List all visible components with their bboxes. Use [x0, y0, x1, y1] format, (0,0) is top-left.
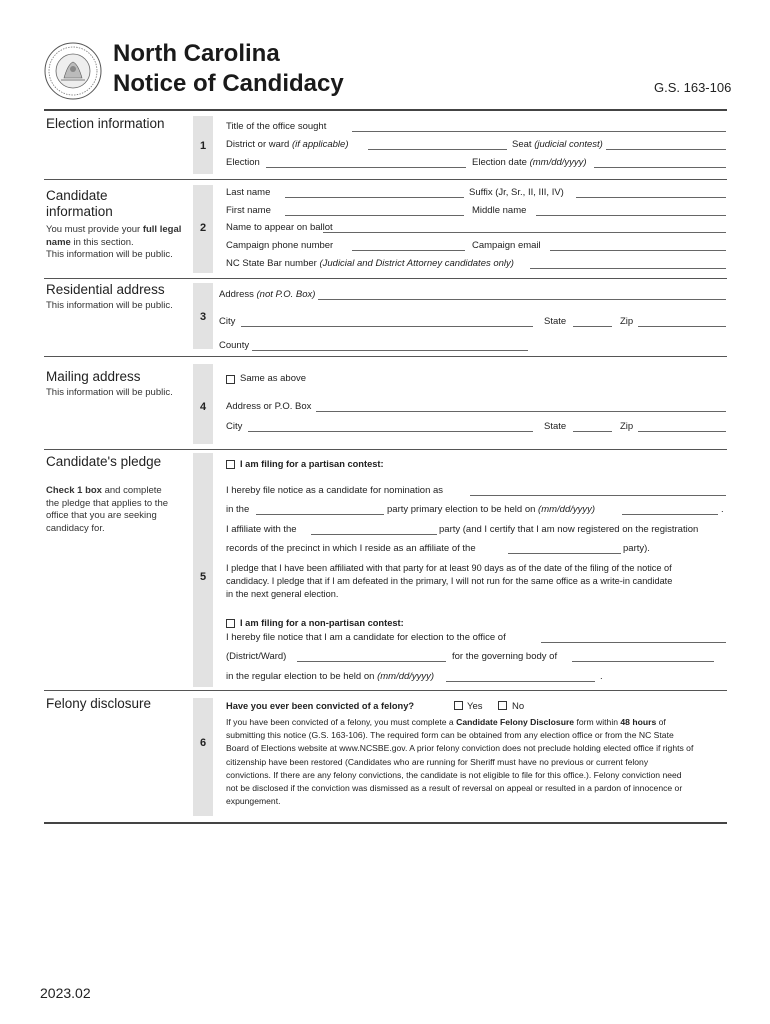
nomination-office-field[interactable]	[470, 495, 726, 496]
nonpartisan-office-field[interactable]	[541, 642, 726, 643]
mailing-address-field[interactable]	[316, 411, 726, 412]
district-label: District or ward (if applicable)	[226, 139, 349, 150]
felony-disclosure-text: If you have been convicted of a felony, you must complete a Candidate Felony Disclosure form within 48 hours of submitting this notice (G.S. 163-106). The required form can be obtained from any election office or from the NC State Board of Elections website at www.NCSBE.gov. A prior felony conviction does not preclude holding elected office if rights of citizenship have been restored (Candidates who are running for Sheriff must have no previous or current felony convictions. If there are any felony convictions, the candidate is not eligible to file for this office.). Felony conviction need not be disclosed if the conviction was dismissed as a result of reversal on appeal or resulted in a pardon of innocence or expungement.	[226, 717, 694, 807]
governing-body-label: for the governing body of	[452, 651, 558, 662]
mailing-note: This information will be public.	[46, 387, 173, 398]
primary-date-field[interactable]	[622, 514, 718, 515]
felony-question: Have you ever been convicted of a felony?	[226, 701, 415, 711]
statute-reference: G.S. 163-106	[654, 80, 732, 95]
in-the-label: in the	[226, 504, 250, 515]
form-revision: 2023.02	[40, 985, 91, 1001]
felony-yes-checkbox[interactable]	[454, 701, 463, 710]
partisan-pledge-text: I pledge that I have been affiliated with that party for at least 90 days as of the date of the filing of the notice of candidacy. I pledge that if I am defeated in the primary, I will not run for the same office as a write-in candidate in the next general election.	[226, 563, 673, 600]
ballot-name-label: Name to appear on ballot	[226, 222, 333, 233]
section-number: 6	[199, 737, 207, 749]
election-field[interactable]	[266, 167, 466, 168]
section-divider	[44, 278, 727, 279]
section-title-mailing: Mailing address	[46, 369, 141, 384]
partisan-contest-checkbox[interactable]	[226, 460, 235, 469]
nc-state-seal-logo	[44, 42, 102, 100]
middle-name-field[interactable]	[536, 215, 726, 216]
phone-label: Campaign phone number	[226, 240, 334, 251]
suffix-label: Suffix (Jr, Sr., II, III, IV)	[469, 187, 564, 198]
section-number: 5	[199, 571, 207, 583]
county-field[interactable]	[252, 350, 528, 351]
section-number: 2	[199, 222, 207, 234]
last-name-label: Last name	[226, 187, 271, 198]
header-divider	[44, 109, 727, 111]
first-name-field[interactable]	[285, 215, 464, 216]
form-title-state: North Carolina	[113, 40, 280, 67]
bar-number-label: NC State Bar number (Judicial and District Attorney candidates only)	[226, 258, 514, 269]
records-label: records of the precinct in which I reside as an affiliate of the	[226, 543, 476, 554]
mailing-address-label: Address or P.O. Box	[226, 401, 312, 412]
party-end-label: party).	[623, 543, 650, 554]
first-name-label: First name	[226, 205, 271, 216]
section-title-pledge: Candidate's pledge	[46, 454, 162, 469]
nonpartisan-notice-label: I hereby file notice that I am a candidate for election to the office of	[226, 632, 506, 643]
section-divider	[44, 356, 727, 357]
office-sought-label: Title of the office sought	[226, 121, 327, 132]
affiliate-label: I affiliate with the	[226, 524, 297, 535]
suffix-field[interactable]	[576, 197, 726, 198]
office-sought-field[interactable]	[352, 131, 726, 132]
mailing-state-field[interactable]	[573, 431, 612, 432]
section-title-residential: Residential address	[46, 282, 165, 297]
district-ward-field[interactable]	[297, 661, 446, 662]
election-date-field[interactable]	[594, 167, 726, 168]
section-title-candidate: Candidate information	[46, 188, 113, 219]
partisan-contest-label: I am filing for a partisan contest:	[240, 459, 384, 469]
residential-note: This information will be public.	[46, 300, 173, 311]
primary-election-label: party primary election to be held on (mm/dd/yyyy)	[387, 504, 596, 515]
county-label: County	[219, 340, 250, 351]
felony-no-checkbox[interactable]	[498, 701, 507, 710]
seat-label: Seat (judicial contest)	[512, 139, 603, 150]
section-divider	[44, 449, 727, 450]
residential-address-label: Address (not P.O. Box)	[219, 289, 316, 300]
nomination-label: I hereby file notice as a candidate for nomination as	[226, 485, 444, 496]
residential-city-field[interactable]	[241, 326, 533, 327]
governing-body-field[interactable]	[572, 661, 714, 662]
middle-name-label: Middle name	[472, 205, 527, 216]
section-title-felony: Felony disclosure	[46, 696, 152, 711]
seat-field[interactable]	[606, 149, 726, 150]
mailing-city-label: City	[226, 421, 243, 432]
same-as-above-label: Same as above	[240, 373, 307, 384]
section-number-bar	[193, 453, 213, 687]
section-divider	[44, 690, 727, 691]
mailing-zip-field[interactable]	[638, 431, 726, 432]
party-certify-label: party (and I certify that I am now registered on the registration	[439, 524, 699, 535]
election-date-label: Election date (mm/dd/yyyy)	[472, 157, 587, 168]
section-number: 4	[199, 401, 207, 413]
residential-state-label: State	[544, 316, 567, 327]
felony-no-label: No	[512, 701, 525, 712]
section-title-election: Election information	[46, 116, 165, 131]
section-divider	[44, 179, 727, 180]
felony-yes-label: Yes	[467, 701, 483, 712]
mailing-state-label: State	[544, 421, 567, 432]
pledge-instructions: Check 1 box and complete the pledge that applies to the office that you are seeking candidacy for.	[46, 485, 169, 534]
last-name-field[interactable]	[285, 197, 464, 198]
regular-election-date-field[interactable]	[446, 681, 595, 682]
nonpartisan-contest-label: I am filing for a non-partisan contest:	[240, 618, 404, 628]
email-label: Campaign email	[472, 240, 541, 251]
affiliate-party-field[interactable]	[311, 534, 437, 535]
email-field[interactable]	[550, 250, 726, 251]
election-label: Election	[226, 157, 260, 168]
mailing-city-field[interactable]	[248, 431, 533, 432]
section-number-bar	[193, 698, 213, 816]
residential-address-field[interactable]	[318, 299, 726, 300]
district-ward-label: (District/Ward)	[226, 651, 287, 662]
bar-number-field[interactable]	[530, 268, 726, 269]
residential-city-label: City	[219, 316, 236, 327]
candidate-section-note: You must provide your full legal name in this section. This information will be public.	[46, 224, 182, 260]
regular-election-label: in the regular election to be held on (mm/dd/yyyy)	[226, 671, 435, 682]
ballot-name-field[interactable]	[323, 232, 726, 233]
same-as-above-checkbox[interactable]	[226, 375, 235, 384]
mailing-zip-label: Zip	[620, 421, 634, 432]
residential-zip-label: Zip	[620, 316, 634, 327]
residential-zip-field[interactable]	[638, 326, 726, 327]
footer-divider	[44, 822, 727, 824]
records-party-field[interactable]	[508, 553, 621, 554]
section-number: 1	[199, 140, 207, 152]
district-field[interactable]	[368, 149, 507, 150]
nonpartisan-contest-checkbox[interactable]	[226, 619, 235, 628]
section-number: 3	[199, 311, 207, 323]
period: .	[721, 504, 724, 515]
phone-field[interactable]	[352, 250, 465, 251]
residential-state-field[interactable]	[573, 326, 612, 327]
primary-party-field[interactable]	[256, 514, 384, 515]
period: .	[600, 671, 603, 682]
form-title: Notice of Candidacy	[113, 70, 344, 97]
